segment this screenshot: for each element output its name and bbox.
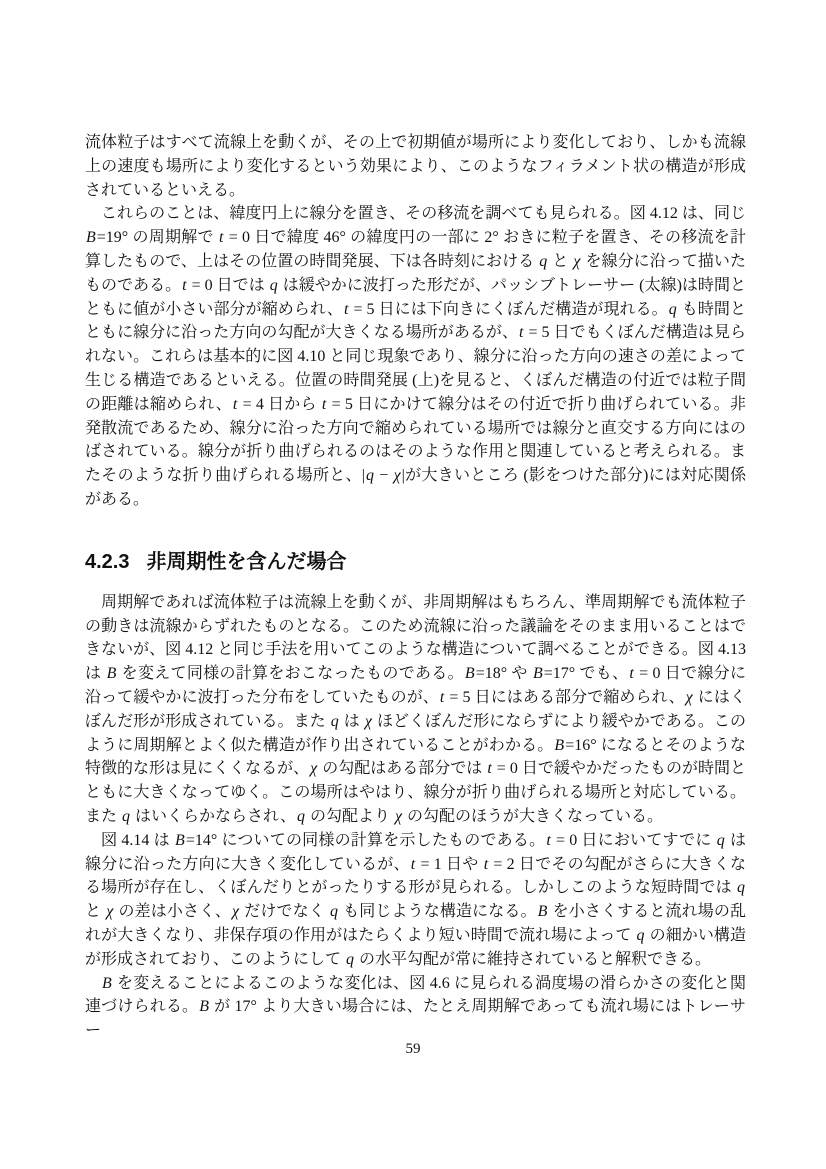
paragraph: これらのことは、緯度円上に線分を置き、その移流を調べても見られる。図 4.12 は、同じ B=19° の周期解で t = 0 日で緯度 46° の緯度円の一部に 2° おきに粒子を置き、その移流を計算したもので、上はその位置の時間発展、下は各時刻における q と χ を線分に沿って描いたものである。t = 0 日では q は緩やかに波打った形だが、パッシブトレーサー (太線)は時間とともに値が小さい部分が縮められ、t = 5 日には下向きにくぼんだ構造が現れる。q も時間とともに線分に沿った方向の勾配が大きくなる場所があるが、t = 5 日でもくぼんだ構造は見られない。これらは基本的に図 4.10 と同じ現象であり、線分に沿った方向の速さの差によって生じる構造であるといえる。位置の時間発展 (上)を見ると、くぼんだ構造の付近では粒子間の距離は縮められ、t = 4 日から t = 5 日にかけて線分はその付近で折り曲げられている。非発散流であるため、線分に沿った方向で縮められている場所では線分と直交する方向にはのばされている。線分が折り曲げられるのはそのような作用と関連していると考えられる。またそのような折り曲げられる場所と、|q − χ|が大きいところ (影をつけた部分)には対応関係がある。: [85, 205, 746, 508]
paragraph: 流体粒子はすべて流線上を動くが、その上で初期値が場所により変化しており、しかも流線上の速度も場所により変化するという効果により、このようなフィラメント状の構造が形成されているといえる。: [85, 134, 746, 199]
paragraphs-before-heading: [85, 131, 746, 512]
paragraph: 周期解であれば流体粒子は流線上を動くが、非周期解はもちろん、準周期解でも流体粒子の動きは流線からずれたものとなる。このため流線に沿った議論をそのまま用いることはできないが、図 4.12 と同じ手法を用いてこのような構造について調べることができる。図 4.13 は B を変えて同様の計算をおこなったものである。B=18° や B=17° でも、t = 0 日で線分に沿って緩やかに波打った分布をしていたものが、t = 5 日にはある部分で縮められ、χ にはくぼんだ形が形成されている。また q は χ ほどくぼんだ形にならずにより緩やかである。このように周期解とよく似た構造が作り出されていることがわかる。B=16° になるとそのような特徴的な形は見にくくなるが、χ の勾配はある部分では t = 0 日で緩やかだったものが時間とともに大きくなってゆく。この場所はやはり、線分が折り曲げられる場所と対応している。また q はいくらかならされ、q の勾配より χ の勾配のほうが大きくなっている。: [85, 593, 746, 825]
paragraph: B を変えることによるこのような変化は、図 4.6 に見られる渦度場の滑らかさの変化と関連づけられる。B が 17° より大きい場合には、たとえ周期解であっても流れ場にはトレーサー: [85, 974, 746, 1040]
text-block: [85, 131, 746, 1043]
section-heading: [85, 550, 746, 574]
paragraph: 図 4.14 は B=14° についての同様の計算を示したものである。t = 0 日においてすでに q は線分に沿った方向に大きく変化しているが、t = 1 日や t = 2 日でその勾配がさらに大きくなる場所が存在し、くぼんだりとがったりする形が見られる。しかしこのような短時間では q と χ の差は小さく、χ だけでなく q も同じような構造になる。B を小さくすると流れ場の乱れが大きくなり、非保存項の作用がはたらくより短い時間で流れ場によって q の細かい構造が形成されており、このようにして q の水平勾配が常に維持されていると解釈できる。: [85, 831, 746, 968]
page-number: 59: [405, 1041, 421, 1057]
section-title: 非周期性を含んだ場合: [146, 550, 347, 573]
section-number: 4.2.3: [85, 550, 130, 573]
paragraphs-after-heading: [85, 591, 746, 1043]
